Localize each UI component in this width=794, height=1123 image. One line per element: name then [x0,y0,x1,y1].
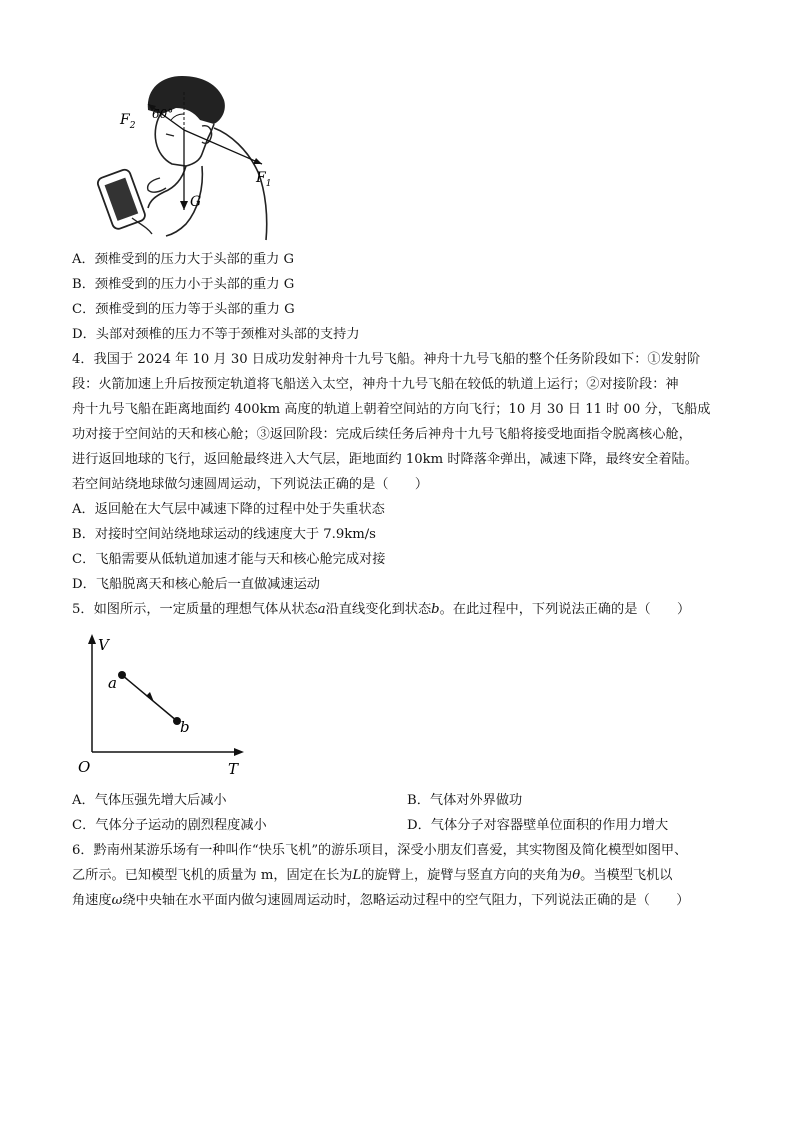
y-axis-arrowhead [88,634,96,644]
label-origin: O [78,758,91,776]
q4-stem-line-2: 段：火箭加速上升后按预定轨道将飞船送入太空，神舟十九号飞船在较低的轨道上运行；②对接阶段：神 [72,377,679,392]
f1-arrow [184,130,262,164]
label-f2: $F_2$ [120,112,136,131]
q3-option-d: D．头部对颈椎的压力不等于颈椎对头部的支持力 [72,327,360,342]
q4-stem-line-5: 进行返回地球的飞行，返回舱最终进入大气层，距地面约 10km 时降落伞弹出，减速下降，最终安全着陆。 [72,452,698,467]
q5-option-b: B．气体对外界做功 [407,793,523,808]
q5-stem: 5．如图所示，一定质量的理想气体从状态a沿直线变化到状态b。在此过程中，下列说法正确的是（ ） [72,602,691,617]
x-axis-arrowhead [234,748,244,756]
q4-option-d: D．飞船脱离天和核心舱后一直做减速运动 [72,577,320,592]
phone-icon [96,168,146,230]
q5-option-d: D．气体分子对容器壁单位面积的作用力增大 [407,818,669,833]
label-t: T [228,760,239,778]
q4-stem-line-3: 舟十九号飞船在距离地面约 400km 高度的轨道上朝着空间站的方向飞行；10 月 30 日 11 时 00 分，飞船成 [72,402,711,417]
label-g: G [190,194,202,210]
q4-stem-line-4: 功对接于空间站的天和核心舱；③返回阶段：完成后续任务后神舟十九号飞船将接受地面指令脱离核心舱， [72,427,692,442]
label-f1: $F_1$ [256,170,272,189]
q3-option-a: A．颈椎受到的压力大于头部的重力 G [72,252,295,267]
q3-option-c: C．颈椎受到的压力等于头部的重力 G [72,302,295,317]
point-a [118,671,126,679]
q3-option-b: B．颈椎受到的压力小于头部的重力 G [72,277,295,292]
q4-option-a: A．返回舱在大气层中减速下降的过程中处于失重状态 [72,502,385,517]
eye [166,134,174,136]
label-b: b [180,718,190,736]
g-arrowhead [180,201,188,210]
q4-stem-line-1: 4．我国于 2024 年 10 月 30 日成功发射神舟十九号飞船。神舟十九号飞船的整个任务阶段如下：①发射阶 [72,352,701,367]
hand [148,178,166,192]
q6-stem-line-3: 角速度ω绕中央轴在水平面内做匀速圆周运动时，忽略运动过程中的空气阻力，下列说法正确的是（ ） [72,893,690,908]
chest-outline [148,166,186,208]
q5-option-a: A．气体压强先增大后减小 [72,793,227,808]
q4-option-c: C．飞船需要从低轨道加速才能与天和核心舱完成对接 [72,552,386,567]
neck-force-figure [90,68,290,243]
label-angle: 60° [152,107,174,121]
q4-option-b: B．对接时空间站绕地球运动的线速度大于 7.9km/s [72,527,376,542]
q5-option-c: C．气体分子运动的剧烈程度减小 [72,818,267,833]
v-t-graph [76,632,266,782]
label-a: a [108,674,117,692]
q6-stem-line-1: 6．黔南州某游乐场有一种叫作“快乐飞机”的游乐项目，深受小朋友们喜爱，其实物图及简化模型如图甲、 [72,843,688,858]
q6-stem-line-2: 乙所示。已知模型飞机的质量为 m，固定在长为L的旋臂上，旋臂与竖直方向的夹角为θ。当模型飞机以 [72,868,673,883]
label-v: V [98,636,109,654]
q4-stem-line-6: 若空间站绕地球做匀速圆周运动，下列说法正确的是（ ） [72,477,429,492]
